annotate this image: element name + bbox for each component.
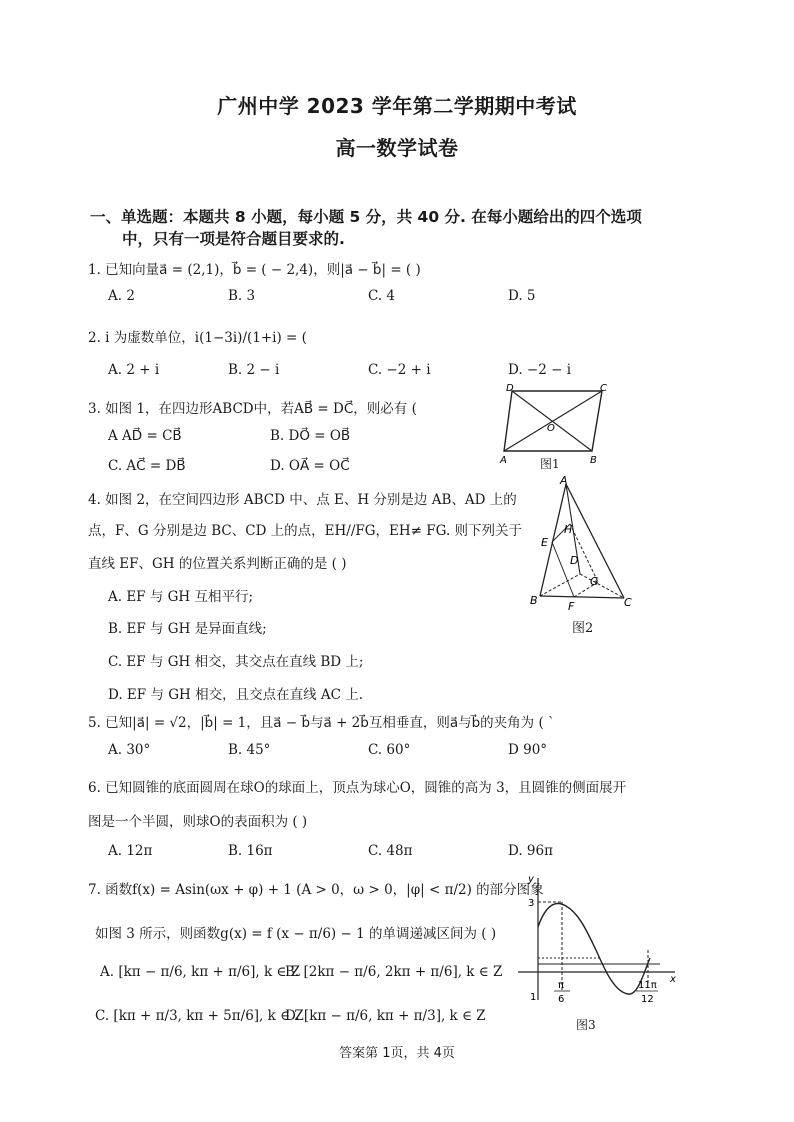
exam-title: 广州中学 2023 学年第二学期期中考试 bbox=[217, 94, 577, 118]
fig2-label-g: G bbox=[590, 575, 599, 588]
question-4-stem-line3: 直线 EF、GH 的位置关系判断正确的是 ( ) bbox=[88, 556, 347, 572]
question-5-option-a: A. 30° bbox=[108, 742, 151, 758]
page-footer: 答案第 1页，共 4页 bbox=[339, 1046, 455, 1061]
figure-3-function-graph bbox=[510, 872, 690, 1012]
fig3-label-1: 1 bbox=[530, 992, 537, 1003]
fig2-label-b: B bbox=[530, 594, 538, 607]
question-5-option-c: C. 60° bbox=[368, 742, 411, 758]
fig1-label-c: C bbox=[600, 383, 607, 394]
figure-1-parallelogram bbox=[500, 385, 620, 470]
question-4-stem-line1: 4. 如图 2，在空间四边形 ABCD 中、点 E、H 分别是边 AB、AD 上的 bbox=[88, 492, 517, 508]
question-7-stem-line1: 7. 函数f(x) = Asin(ωx + φ) + 1 (A > 0，ω > 0，|φ| < π/2) 的部分图象 bbox=[88, 882, 544, 898]
section-heading-line2: 中，只有一项是符合题目要求的. bbox=[122, 230, 345, 248]
question-7-option-c: C. [kπ + π/3, kπ + 5π/6], k ∈ Z bbox=[95, 1008, 304, 1024]
question-7-stem-line2: 如图 3 所示，则函数g(x) = f (x − π/6) − 1 的单调递减区间为 ( ) bbox=[95, 926, 497, 942]
question-5-option-d: D 90° bbox=[508, 742, 548, 758]
question-1-option-b: B. 3 bbox=[228, 288, 256, 304]
fig3-label-3: 3 bbox=[528, 898, 535, 909]
fig2-label-a: A bbox=[560, 474, 568, 487]
question-2-option-b: B. 2 − i bbox=[228, 362, 280, 378]
question-7-option-b: B. [2kπ − π/6, 2kπ + π/6], k ∈ Z bbox=[285, 964, 503, 980]
question-7-option-d: D. [kπ − π/6, kπ + π/3], k ∈ Z bbox=[285, 1008, 486, 1024]
exam-subtitle: 高一数学试卷 bbox=[335, 136, 459, 160]
section-heading-line1: 一、单选题：本题共 8 小题，每小题 5 分，共 40 分. 在每小题给出的四个选项 bbox=[90, 208, 642, 226]
fig3-label-12: 12 bbox=[641, 994, 654, 1005]
fig2-label-e: E bbox=[541, 536, 548, 549]
question-6-stem-line1: 6. 已知圆锥的底面圆周在球O的球面上，顶点为球心O，圆锥的高为 3，且圆锥的侧面展开 bbox=[88, 780, 627, 796]
figure-2-spatial-quadrilateral bbox=[528, 474, 643, 613]
fig1-label-a: A bbox=[500, 455, 507, 466]
question-5-option-b: B. 45° bbox=[228, 742, 271, 758]
question-4-option-b: B. EF 与 GH 是异面直线; bbox=[108, 621, 267, 637]
question-3-option-b: B. DO⃗ = OB⃗ bbox=[270, 428, 351, 444]
fig2-label-h: H bbox=[564, 523, 573, 536]
question-2-stem: 2. i 为虚数单位，i(1−3i)/(1+i) = ( bbox=[88, 330, 307, 346]
question-7-option-a: A. [kπ − π/6, kπ + π/6], k ∈ Z bbox=[100, 964, 301, 980]
figure-1-caption: 图1 bbox=[540, 457, 560, 471]
question-6-option-c: C. 48π bbox=[368, 843, 413, 859]
fig3-label-y: y bbox=[528, 874, 534, 885]
question-3-option-c: C. AC⃗ = DB⃗ bbox=[108, 458, 186, 474]
question-1-option-a: A. 2 bbox=[108, 288, 135, 304]
question-6-option-d: D. 96π bbox=[508, 843, 553, 859]
question-3-stem: 3. 如图 1，在四边形ABCD中，若AB⃗ = DC⃗，则必有 ( bbox=[88, 401, 417, 417]
fig1-label-o: O bbox=[547, 423, 555, 434]
fig3-label-6: 6 bbox=[558, 994, 565, 1005]
fig2-label-f: F bbox=[568, 600, 575, 613]
question-6-stem-line2: 图是一个半圆，则球O的表面积为 ( ) bbox=[88, 814, 308, 830]
question-1-option-d: D. 5 bbox=[508, 288, 536, 304]
figure-3-caption: 图3 bbox=[576, 1018, 596, 1032]
figure-2-caption: 图2 bbox=[572, 621, 594, 636]
fig3-label-pi: π bbox=[558, 980, 565, 991]
fig2-label-d: D bbox=[570, 554, 579, 567]
question-1-option-c: C. 4 bbox=[368, 288, 396, 304]
question-4-option-a: A. EF 与 GH 互相平行; bbox=[108, 589, 254, 605]
question-5-stem: 5. 已知|a⃗| = √2，|b⃗| = 1，且a⃗ − b⃗与a⃗ + 2b⃗互相垂直，则a⃗与b⃗的夹角为 ( ` bbox=[88, 715, 555, 731]
question-4-option-c: C. EF 与 GH 相交，其交点在直线 BD 上; bbox=[108, 654, 364, 670]
question-1-stem: 1. 已知向量a⃗ = (2,1)，b⃗ = ( − 2,4)，则|a⃗ − b⃗| = ( ) bbox=[88, 262, 421, 278]
question-6-option-b: B. 16π bbox=[228, 843, 273, 859]
question-2-option-c: C. −2 + i bbox=[368, 362, 431, 378]
fig1-label-b: B bbox=[590, 455, 597, 466]
question-3-option-a: A AD⃗ = CB⃗ bbox=[108, 428, 182, 444]
question-3-option-d: D. OA⃗ = OC⃗ bbox=[270, 458, 350, 474]
question-2-option-a: A. 2 + i bbox=[108, 362, 160, 378]
fig3-label-x: x bbox=[670, 974, 676, 985]
fig1-label-d: D bbox=[506, 383, 514, 394]
question-4-option-d: D. EF 与 GH 相交，且交点在直线 AC 上. bbox=[108, 687, 364, 703]
fig3-label-11pi: 11π bbox=[638, 980, 657, 991]
question-4-stem-line2: 点，F、G 分别是边 BC、CD 上的点，EH//FG，EH≠ FG. 则下列关于 bbox=[88, 523, 523, 539]
question-6-option-a: A. 12π bbox=[108, 843, 153, 859]
question-2-option-d: D. −2 − i bbox=[508, 362, 572, 378]
fig2-label-c: C bbox=[624, 596, 632, 609]
